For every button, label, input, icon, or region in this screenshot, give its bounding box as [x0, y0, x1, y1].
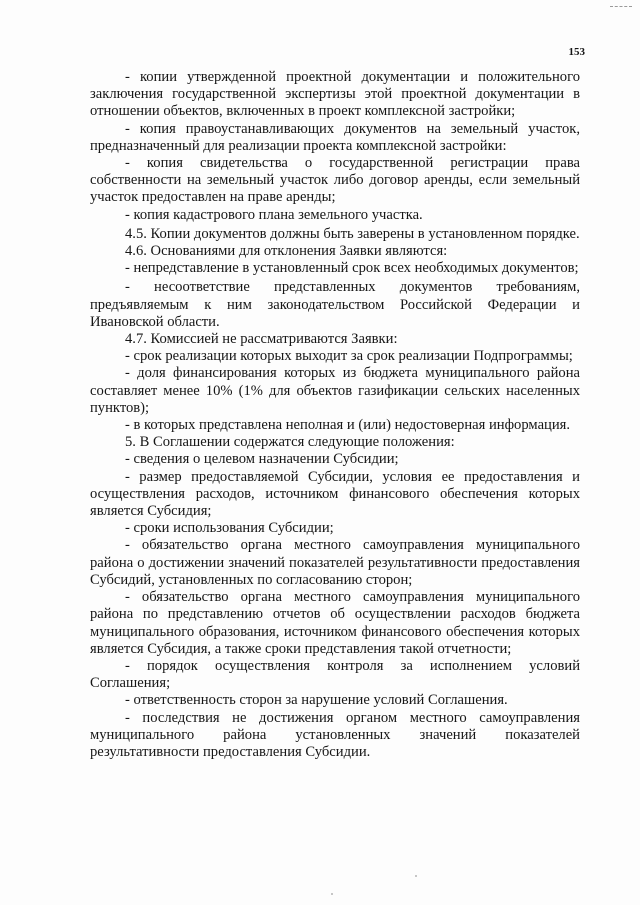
paragraph: 4.6. Основаниями для отклонения Заявки являются: [125, 243, 448, 260]
paragraph: - обязательство органа местного самоуправления муниципального района по представлению отчетов об осуществлении расходов бюджета муниципального образования, источником финансового обеспечения которых является Субсидия, а также сроки представления такой отчетности; [90, 589, 580, 657]
paragraph: 5. В Соглашении содержатся следующие положения: [125, 434, 455, 451]
paragraph: - копия правоустанавливающих документов на земельный участок, предназначенный для реализации проекта комплексной застройки: [90, 120, 580, 154]
page-number: 153 [568, 46, 585, 58]
paragraph: - последствия не достижения органом местного самоуправления муниципального района установленных значений показателей результативности предоставления Субсидии. [90, 709, 580, 760]
paragraph: - обязательство органа местного самоуправления муниципального района о достижении значений показателей результативности предоставления Субсидий, установленных по согласованию сторон; [90, 537, 580, 588]
paragraph: - копия свидетельства о государственной регистрации права собственности на земельный участок либо договор аренды, если земельный участок предоставлен на праве аренды; [90, 155, 580, 206]
paragraph: 4.7. Комиссией не рассматриваются Заявки: [125, 331, 398, 348]
paragraph: - порядок осуществления контроля за исполнением условий Соглашения; [90, 657, 580, 692]
paragraph: - сроки использования Субсидии; [125, 520, 334, 537]
paragraph: - непредставление в установленный срок всех необходимых документов; [125, 260, 579, 277]
document-body [90, 69, 580, 761]
scan-corner-mark [610, 6, 632, 7]
scan-speck [331, 893, 333, 895]
paragraph: - копия кадастрового плана земельного участка. [125, 206, 423, 223]
paragraph: - в которых представлена неполная и (или) недостоверная информация. [125, 417, 571, 434]
paragraph: - срок реализации которых выходит за срок реализации Подпрограммы; [125, 348, 573, 365]
paragraph: - размер предоставляемой Субсидии, условия ее предоставления и осуществления расходов, источником финансового обеспечения которых является Субсидия; [90, 468, 580, 520]
paragraph: - копии утвержденной проектной документации и положительного заключения государственной экспертизы этой проектной документации в отношении объектов, включенных в проект комплексной застройки; [90, 69, 580, 120]
paragraph: - сведения о целевом назначении Субсидии; [125, 451, 399, 468]
paragraph: - доля финансирования которых из бюджета муниципального района составляет менее 10% (1% для объектов газификации сельских населенных пунктов); [90, 365, 580, 416]
paragraph: 4.5. Копии документов должны быть заверены в установленном порядке. [125, 225, 580, 242]
paragraph: - несоответствие представленных документов требованиям, предъявляемым к ним законодательством Российской Федерации и Ивановской области. [90, 279, 580, 330]
paragraph: - ответственность сторон за нарушение условий Соглашения. [125, 692, 508, 709]
scan-speck [415, 875, 417, 877]
